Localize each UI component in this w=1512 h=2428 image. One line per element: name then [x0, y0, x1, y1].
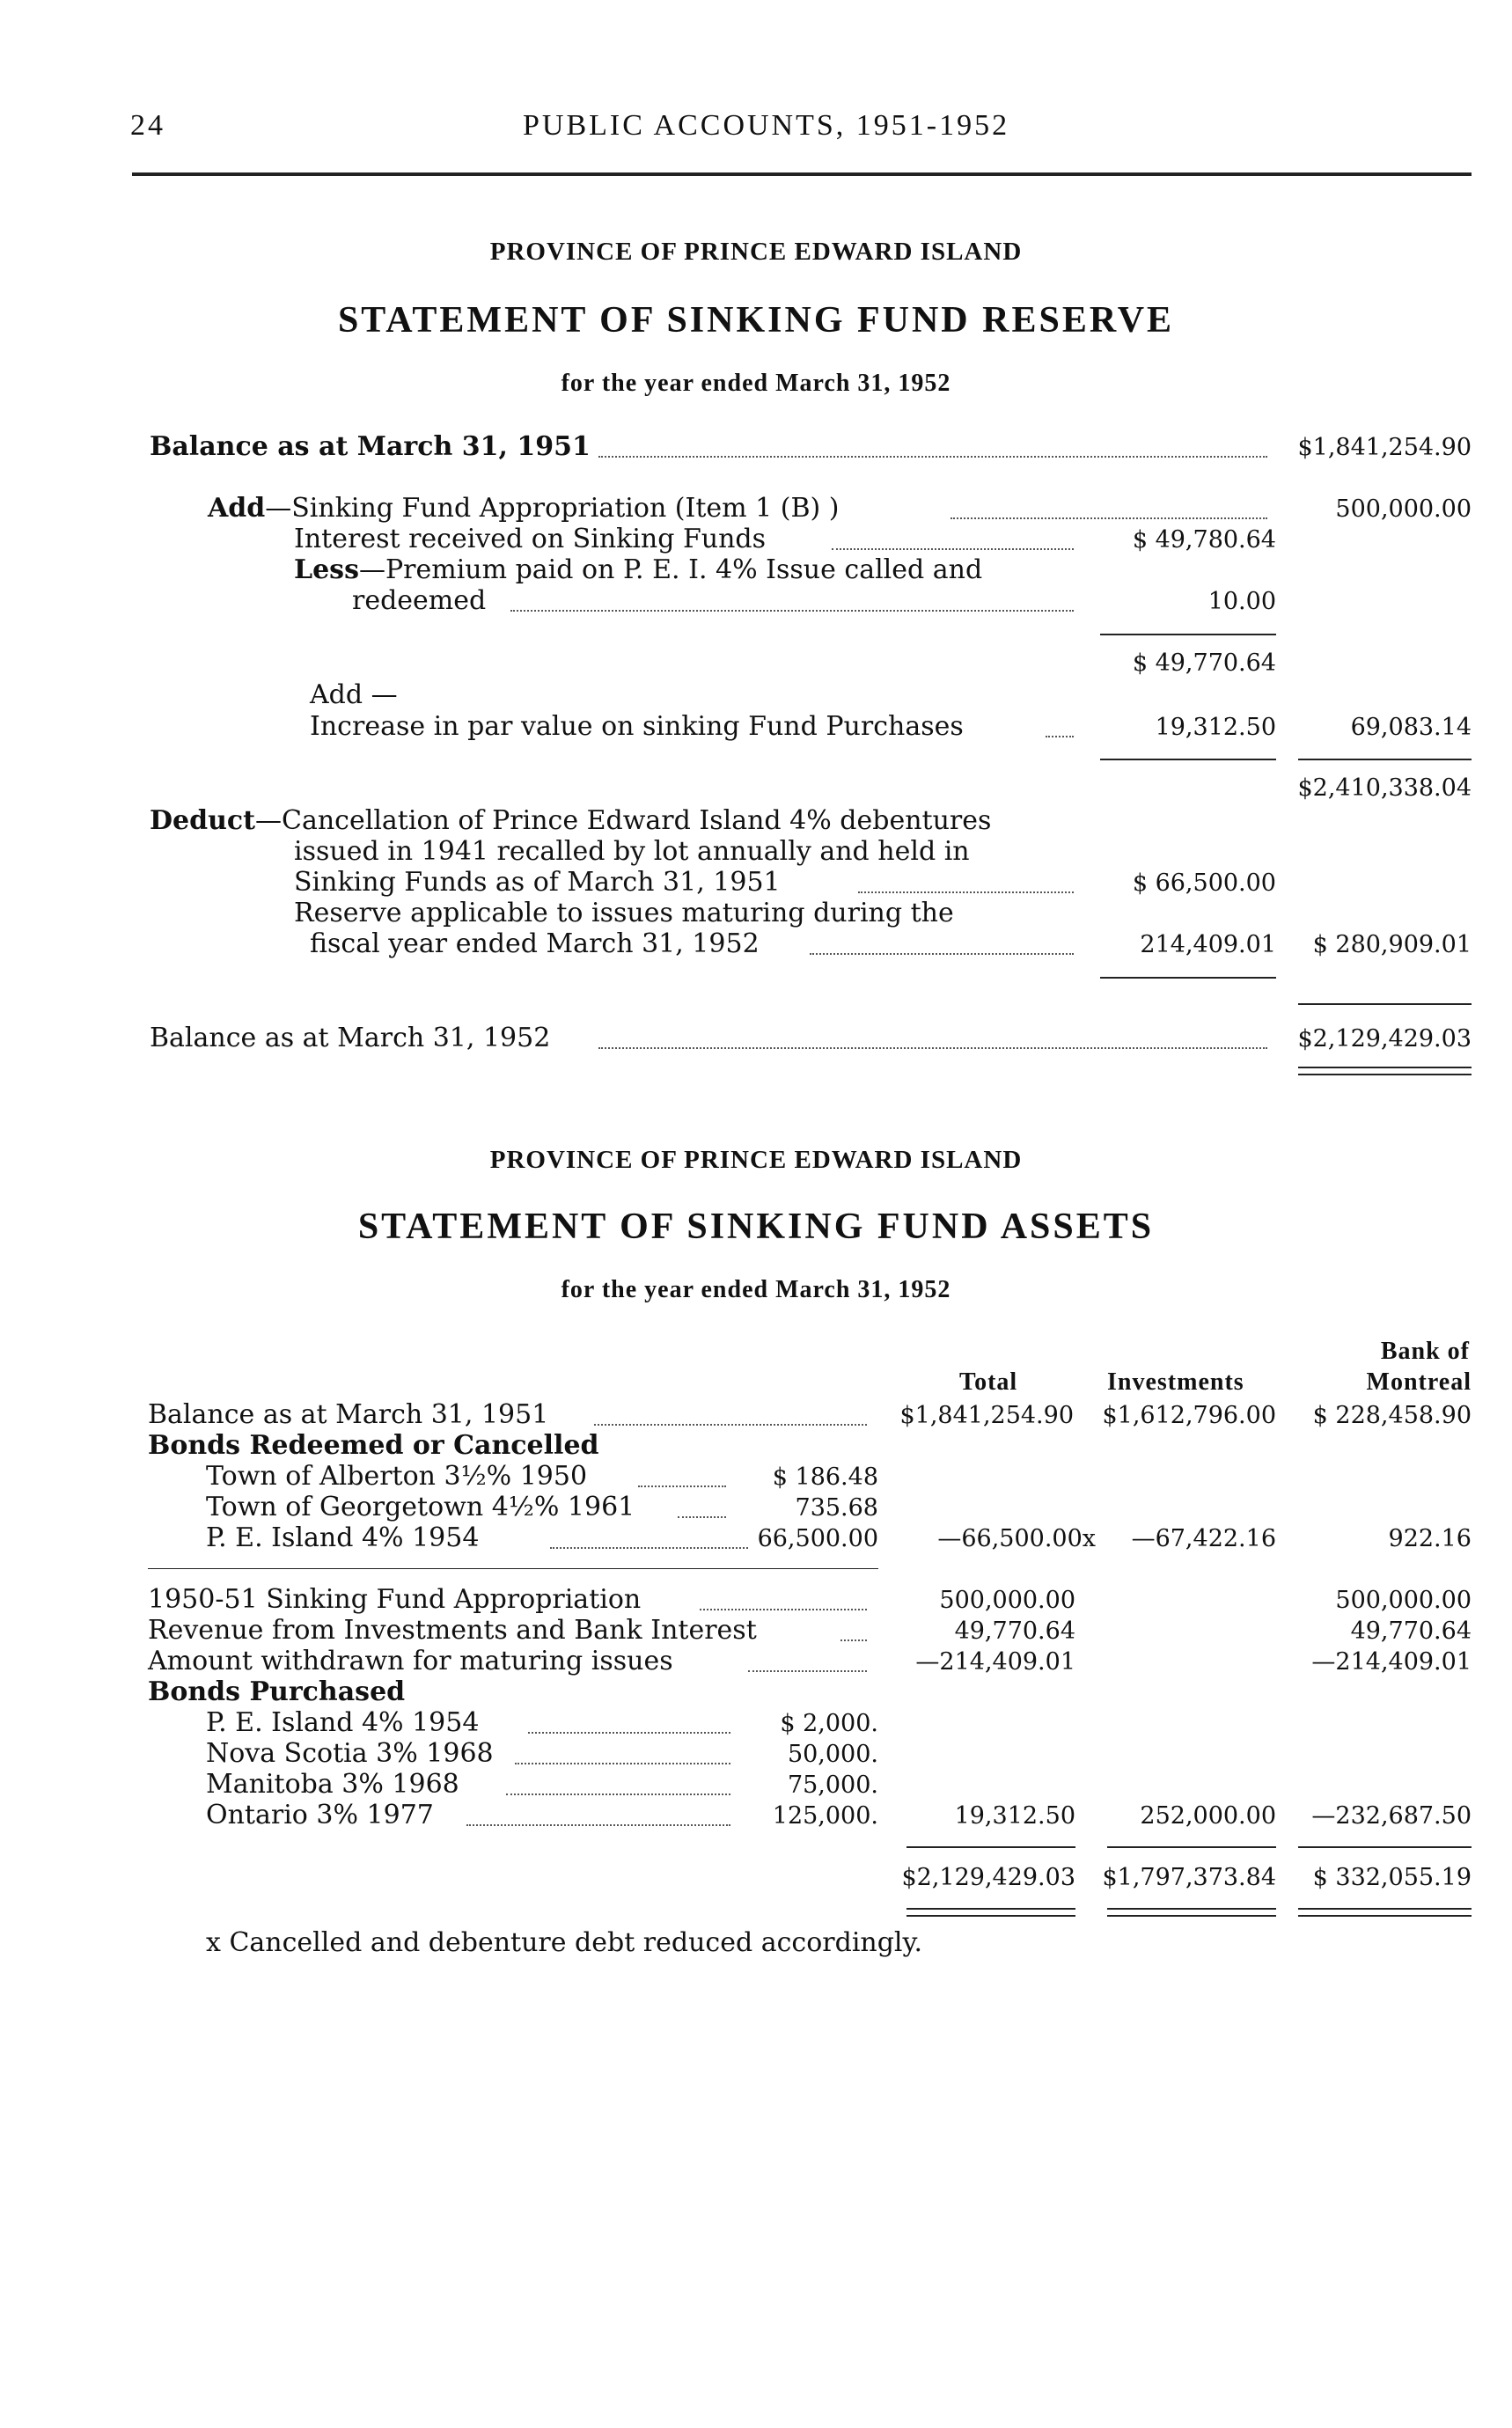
reserve-deduct-total: $ 280,909.01 — [1312, 931, 1472, 958]
reserve-closing-label: Balance as at March 31, 1952 — [150, 1023, 551, 1053]
purchased-total: 19,312.50 — [954, 1802, 1075, 1830]
reserve-deduct-line-3: Sinking Funds as of March 31, 1951 — [294, 867, 781, 898]
assets-revenue-bank: 49,770.64 — [1350, 1617, 1472, 1645]
leader-dots — [638, 1485, 726, 1487]
rule — [1298, 1003, 1472, 1005]
reserve-deduct-row: Deduct—Cancellation of Prince Edward Island 4% debentures — [150, 805, 992, 836]
leader-dots — [858, 891, 1074, 893]
redeemed-total: —66,500.00x — [937, 1525, 1096, 1552]
assets-col-investments: Investments — [1107, 1368, 1244, 1396]
rule — [1107, 1846, 1276, 1848]
leader-dots — [515, 1763, 730, 1764]
purchased-item: P. E. Island 4% 1954 — [206, 1707, 480, 1738]
assets-appropriation-label: 1950-51 Sinking Fund Appropriation — [148, 1584, 642, 1615]
leader-dots — [832, 548, 1074, 550]
rule — [1298, 1908, 1472, 1910]
assets-withdrawn-label: Amount withdrawn for maturing issues — [148, 1646, 673, 1676]
reserve-deduct-amount-1: $ 66,500.00 — [1132, 869, 1276, 897]
purchased-amount: 125,000. — [772, 1802, 878, 1830]
leader-dots — [506, 1793, 730, 1795]
reserve-closing-amount: $2,129,429.03 — [1297, 1025, 1472, 1053]
assets-withdrawn-total: —214,409.01 — [915, 1648, 1075, 1676]
reserve-less-row-2: redeemed — [352, 585, 487, 616]
rule — [906, 1908, 1075, 1910]
reserve-opening-label: Balance as at March 31, 1951 — [150, 431, 591, 462]
purchased-item: Manitoba 3% 1968 — [206, 1769, 459, 1800]
reserve-deduct-line-2: issued in 1941 recalled by lot annually and held in — [294, 836, 970, 867]
reserve-title: STATEMENT OF SINKING FUND RESERVE — [337, 300, 1175, 341]
redeemed-item: Town of Georgetown 4½% 1961 — [206, 1492, 635, 1522]
reserve-add-row: Add—Sinking Fund Appropriation (Item 1 (B) ) — [208, 493, 840, 524]
rule — [1298, 1915, 1472, 1917]
assets-province: PROVINCE OF PRINCE EDWARD ISLAND — [489, 1146, 1023, 1174]
purchased-bank: —232,687.50 — [1311, 1802, 1472, 1830]
assets-appropriation-total: 500,000.00 — [939, 1587, 1075, 1614]
reserve-add-total: 69,083.14 — [1350, 714, 1472, 741]
redeemed-item: P. E. Island 4% 1954 — [206, 1522, 480, 1553]
rule — [1100, 634, 1276, 635]
rule — [906, 1915, 1075, 1917]
assets-revenue-total: 49,770.64 — [954, 1617, 1075, 1645]
reserve-province: PROVINCE OF PRINCE EDWARD ISLAND — [489, 238, 1023, 266]
assets-opening-investments: $1,612,796.00 — [1102, 1402, 1276, 1429]
assets-col-total: Total — [959, 1368, 1018, 1396]
rule — [1100, 977, 1276, 979]
reserve-interest-amount: $ 49,780.64 — [1132, 526, 1276, 554]
leader-dots — [550, 1547, 748, 1549]
header-rule — [132, 172, 1472, 176]
leader-dots — [594, 1424, 867, 1426]
rule — [1107, 1915, 1276, 1917]
reserve-period: for the year ended March 31, 1952 — [561, 370, 951, 397]
assets-closing-bank: $ 332,055.19 — [1312, 1864, 1472, 1891]
reserve-deduct-line-4: Reserve applicable to issues maturing during the — [294, 898, 954, 928]
assets-withdrawn-bank: —214,409.01 — [1311, 1648, 1472, 1676]
reserve-less-amount: 10.00 — [1207, 588, 1276, 615]
assets-title: STATEMENT OF SINKING FUND ASSETS — [357, 1207, 1155, 1247]
rule — [1107, 1908, 1276, 1910]
reserve-less-row: Less—Premium paid on P. E. I. 4% Issue called and — [294, 554, 983, 585]
rule — [148, 1568, 878, 1569]
assets-period: for the year ended March 31, 1952 — [561, 1276, 951, 1303]
purchased-amount: 75,000. — [787, 1771, 878, 1799]
assets-purchased-heading: Bonds Purchased — [148, 1676, 406, 1707]
assets-footnote: x Cancelled and debenture debt reduced accordingly. — [206, 1927, 923, 1958]
reserve-subtotal: $2,410,338.04 — [1297, 774, 1472, 802]
purchased-amount: 50,000. — [787, 1741, 878, 1768]
leader-dots — [840, 1639, 867, 1641]
rule — [906, 1846, 1075, 1848]
reserve-add2-label: Add — — [310, 679, 398, 710]
leader-dots — [951, 517, 1267, 519]
assets-closing-investments: $1,797,373.84 — [1102, 1864, 1276, 1891]
page-header-title: PUBLIC ACCOUNTS, 1951-1952 — [523, 109, 1010, 142]
redeemed-amount: 66,500.00 — [757, 1525, 878, 1552]
purchased-amount: $ 2,000. — [780, 1710, 878, 1737]
leader-dots — [678, 1516, 726, 1518]
purchased-item: Ontario 3% 1977 — [206, 1800, 434, 1830]
rule — [1100, 759, 1276, 760]
leader-dots — [598, 1047, 1267, 1049]
assets-revenue-label: Revenue from Investments and Bank Interest — [148, 1615, 757, 1646]
reserve-opening-amount: $1,841,254.90 — [1297, 434, 1472, 461]
leader-dots — [748, 1670, 867, 1672]
leader-dots — [1046, 736, 1074, 737]
leader-dots — [598, 456, 1267, 458]
assets-closing-total: $2,129,429.03 — [901, 1864, 1075, 1891]
reserve-increase-amount: 19,312.50 — [1155, 714, 1276, 741]
redeemed-amount: $ 186.48 — [772, 1463, 878, 1491]
purchased-item: Nova Scotia 3% 1968 — [206, 1738, 494, 1769]
rule — [1298, 1846, 1472, 1848]
leader-dots — [466, 1824, 730, 1826]
redeemed-investments: —67,422.16 — [1131, 1525, 1276, 1552]
rule — [1298, 1074, 1472, 1075]
leader-dots — [700, 1609, 867, 1610]
reserve-interest-label: Interest received on Sinking Funds — [294, 524, 767, 554]
assets-appropriation-bank: 500,000.00 — [1335, 1587, 1472, 1614]
reserve-net-interest: $ 49,770.64 — [1132, 649, 1276, 677]
assets-redeemed-heading: Bonds Redeemed or Cancelled — [148, 1430, 599, 1461]
reserve-deduct-amount-2: 214,409.01 — [1140, 931, 1276, 958]
page-number: 24 — [130, 109, 165, 142]
redeemed-amount: 735.68 — [795, 1494, 878, 1522]
assets-col-bank-1: Bank of — [1380, 1338, 1470, 1365]
assets-opening-bank: $ 228,458.90 — [1312, 1402, 1472, 1429]
assets-opening-total: $1,841,254.90 — [899, 1402, 1074, 1429]
rule — [1298, 759, 1472, 760]
assets-opening-label: Balance as at March 31, 1951 — [148, 1399, 549, 1430]
rule — [1298, 1067, 1472, 1068]
reserve-increase-label: Increase in par value on sinking Fund Purchases — [310, 711, 964, 742]
purchased-investments: 252,000.00 — [1140, 1802, 1276, 1830]
leader-dots — [810, 953, 1074, 955]
reserve-add-amount: 500,000.00 — [1335, 495, 1472, 523]
redeemed-item: Town of Alberton 3½% 1950 — [206, 1461, 588, 1492]
assets-col-bank-2: Montreal — [1366, 1368, 1472, 1396]
reserve-deduct-line-5: fiscal year ended March 31, 1952 — [310, 928, 760, 959]
leader-dots — [528, 1732, 730, 1734]
redeemed-bank: 922.16 — [1388, 1525, 1472, 1552]
leader-dots — [510, 610, 1074, 612]
